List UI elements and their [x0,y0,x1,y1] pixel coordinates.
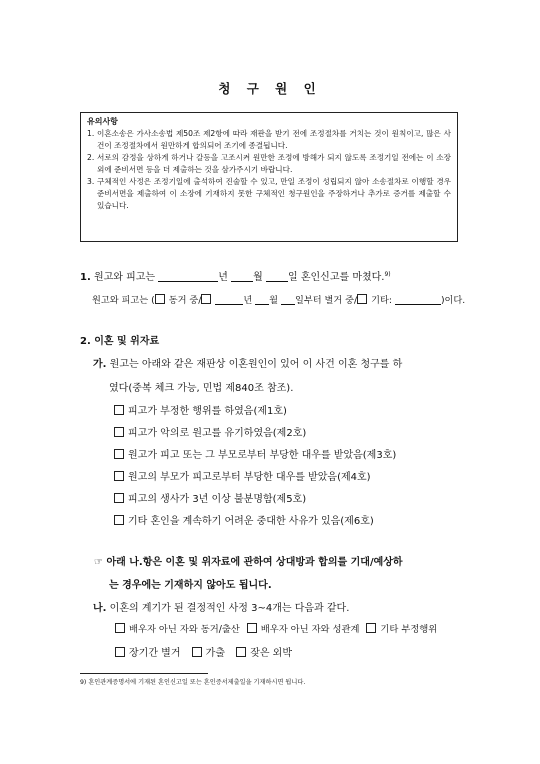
ground-label: 피고가 부정한 행위를 하였음(제1호) [128,406,287,417]
cause-label: 가출 [205,648,225,659]
separated-label: 일부터 별거 중/ [294,295,358,306]
notice-item [87,128,451,152]
notice-item-number: 3. [87,177,95,186]
year-label: 년 [218,272,228,283]
cause-label: 배우자 아닌 자와 동거/출산 [129,624,240,635]
cause-checkbox[interactable] [192,647,202,657]
notice-item-text: 서로의 감정을 상하게 하거나 갈등을 고조시켜 원만한 조정에 방해가 되지 않도록 조정기일 전에는 이 소장 외에 준비서면 등을 더 제출하는 것을 삼가주시기 바랍니다. [97,153,451,174]
notice-item-number: 1. [87,129,95,138]
divorce-ground-item [114,446,396,461]
marriage-intro-text: 원고와 피고는 [93,272,156,283]
causes-row [115,644,292,659]
footnote-divider [80,673,208,674]
grounds-intro-text: 원고는 아래와 같은 재판상 이혼원인이 있어 이 사건 이혼 청구를 하 [109,359,403,370]
divorce-ground-item [114,402,287,417]
cause-checkbox[interactable] [236,647,246,657]
cause-label: 장기간 별거 [129,648,181,659]
cause-checkbox[interactable] [366,623,376,633]
cause-checkbox[interactable] [115,647,125,657]
cohabiting-checkbox[interactable] [155,294,165,304]
cause-checkbox[interactable] [115,623,125,633]
other-label: 기타: [371,295,393,306]
footnote-ref: 9) [384,271,391,278]
item-label: 나. [93,603,107,614]
separated-checkbox[interactable] [201,294,211,304]
section-heading: 2. 이혼 및 위자료 [80,336,160,347]
month-label: 월 [253,272,263,283]
ground-checkbox[interactable] [114,427,124,437]
cohabitation-status-line [92,292,465,306]
other-detail-field[interactable] [395,304,441,305]
marriage-registration-text: 일 혼인신고를 마쳤다. [288,272,385,283]
cause-label: 잦은 외박 [250,648,293,659]
notice-item-text: 이혼소송은 가사소송법 제50조 제2항에 따라 재판을 받기 전에 조정절차를 거치는 것이 원칙이고, 많은 사건이 조정절차에서 원만하게 합의되어 조기에 종결됩니다. [97,129,451,150]
marriage-day-field[interactable] [266,281,288,282]
ground-label: 피고가 악의로 원고를 유기하였음(제2호) [128,428,307,439]
divorce-ground-item [114,512,374,527]
ground-label: 피고의 생사가 3년 이상 불분명함(제5호) [128,494,307,505]
ground-checkbox[interactable] [114,493,124,503]
marriage-registration-line [80,268,391,283]
ground-label: 원고가 피고 또는 그 부모로부터 부당한 대우를 받았음(제3호) [128,450,397,461]
notice-item [87,152,451,176]
divorce-grounds-intro [93,355,402,370]
note-text-continued: 는 경우에는 기재하지 않아도 됩니다. [109,580,272,591]
notice-item-number: 2. [87,153,95,162]
divorce-ground-item [114,424,306,439]
causes-row [115,621,437,635]
page-title: 청 구 원 인 [218,81,322,96]
agreement-note [94,553,403,568]
cause-checkbox[interactable] [247,623,257,633]
cohabitation-intro: 원고와 피고는 ( [92,295,155,306]
notice-heading: 유의사항 [87,117,118,126]
ground-checkbox[interactable] [114,515,124,525]
separation-year-field[interactable] [215,304,243,305]
causes-intro-text: 이혼의 계기가 된 결정적인 사정 3~4개는 다음과 같다. [109,603,350,614]
ground-checkbox[interactable] [114,405,124,415]
notice-item-text: 구체적인 사정은 조정기일에 출석하여 진술할 수 있고, 만일 조정이 성립되지 않아 소송절차로 이행할 경우 준비서면을 제출하여 이 소장에 기재하지 못한 구체적인 청구원인을 주장하거나 추가로 증거를 제출할 수 있습니다. [97,177,451,210]
ground-checkbox[interactable] [114,449,124,459]
divorce-ground-item [114,468,371,483]
other-checkbox[interactable] [357,294,367,304]
pointing-hand-icon: ☞ [94,557,103,568]
cause-label: 배우자 아닌 자와 성관계 [260,624,360,635]
separation-month-field[interactable] [255,304,269,305]
cohabiting-label: 동거 중/ [168,295,202,306]
ground-label: 원고의 부모가 피고로부터 부당한 대우를 받았음(제4호) [128,472,371,483]
cause-label: 기타 부정행위 [380,624,438,635]
note-text: 아래 나.항은 이혼 및 위자료에 관하여 상대방과 합의를 기대/예상하 [106,557,403,568]
status-end-text: )이다. [440,295,466,306]
item-label: 가. [93,359,107,370]
divorce-ground-item [114,490,306,505]
month-label: 월 [269,295,279,306]
notice-box [80,112,458,242]
marriage-month-field[interactable] [231,281,253,282]
notice-item [87,176,451,212]
marriage-year-field[interactable] [158,281,218,282]
separation-day-field[interactable] [281,304,295,305]
grounds-intro-continued: 였다(중복 체크 가능, 민법 제840조 참조). [109,383,294,394]
section-number: 1. [80,272,91,283]
footnote-text: 9) 혼인관계증명서에 기재된 혼인신고일 또는 혼인증서제출일을 기재하시면 됩니다. [80,679,306,686]
ground-label: 기타 혼인을 계속하기 어려운 중대한 사유가 있음(제6호) [128,516,374,527]
ground-checkbox[interactable] [114,471,124,481]
year-label: 년 [243,295,253,306]
decisive-causes-intro [93,599,349,614]
